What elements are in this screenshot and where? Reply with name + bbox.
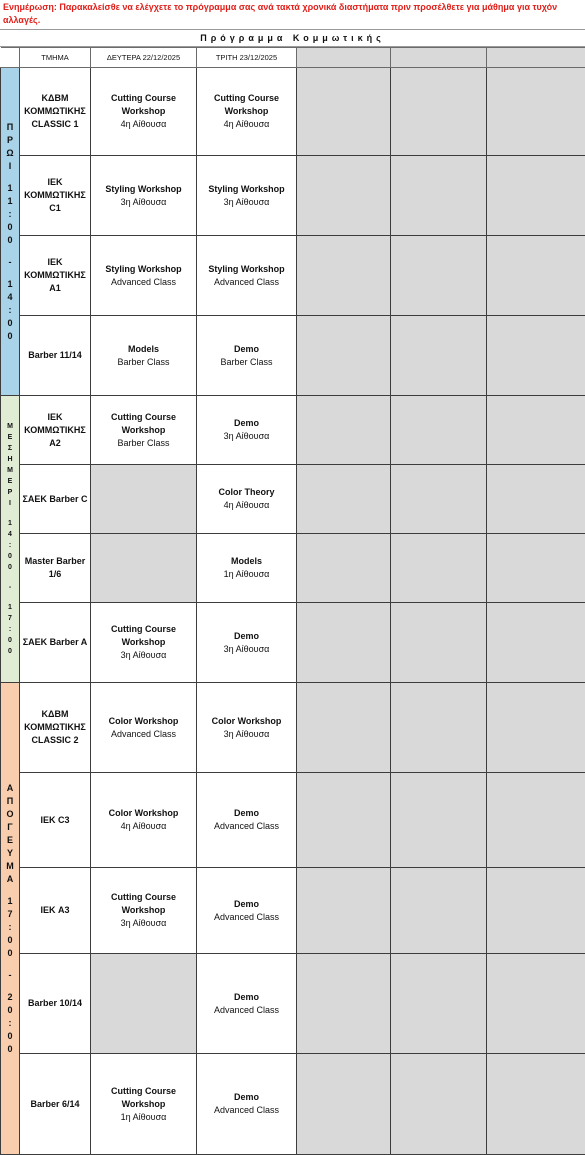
empty-cell (297, 954, 391, 1054)
class-room: 4η Αίθουσα (93, 118, 194, 131)
class-cell (197, 534, 297, 603)
header-row (1, 48, 585, 68)
period-char: : (1, 208, 19, 221)
empty-cell (297, 534, 391, 603)
empty-cell (391, 603, 487, 683)
empty-cell (391, 465, 487, 534)
dept-cell: ΙΕΚ A3 (20, 868, 91, 954)
empty-cell (297, 156, 391, 236)
empty-cell (391, 316, 487, 396)
empty-cell (487, 236, 585, 316)
empty-cell (391, 396, 487, 465)
period-char: : (1, 1017, 19, 1030)
class-room: Advanced Class (199, 276, 294, 289)
period-char (1, 982, 19, 991)
period-char: 0 (1, 330, 19, 343)
period-morning (1, 68, 20, 396)
table-row (1, 603, 585, 683)
class-cell (91, 683, 197, 773)
empty-cell (487, 773, 585, 868)
period-char: Μ (1, 860, 19, 873)
class-title: Cutting Course Workshop (199, 92, 294, 118)
class-title: Cutting Course Workshop (93, 1085, 194, 1111)
period-char (1, 247, 19, 256)
table-row (1, 316, 585, 396)
class-room: 4η Αίθουσα (199, 118, 294, 131)
empty-cell (297, 603, 391, 683)
period-char: 0 (1, 934, 19, 947)
period-char: 7 (1, 613, 19, 624)
empty-cell (391, 236, 487, 316)
period-char: 1 (1, 602, 19, 613)
period-char: - (1, 256, 19, 269)
empty-cell (91, 954, 197, 1054)
class-cell (91, 68, 197, 156)
table-row (1, 683, 585, 773)
period-char: : (1, 540, 19, 551)
dept-cell: ΣΑΕΚ Barber C (20, 465, 91, 534)
class-title: Styling Workshop (199, 183, 294, 196)
class-cell (197, 316, 297, 396)
empty-cell (391, 534, 487, 603)
empty-cell (297, 396, 391, 465)
header-day2: ΤΡΙΤΗ 23/12/2025 (197, 48, 297, 68)
class-title: Demo (199, 898, 294, 911)
period-char: 1 (1, 195, 19, 208)
period-char: Ρ (1, 487, 19, 498)
dept-cell: Master Barber 1/6 (20, 534, 91, 603)
update-notice: Ενημέρωση: Παρακαλείσθε να ελέγχετε το πρόγραμμα σας ανά τακτά χρονικά διαστήματα πριν προσέλθετε για μάθημα για τυχόν αλλαγές. (0, 0, 585, 29)
table-row (1, 773, 585, 868)
empty-cell (91, 465, 197, 534)
period-char (1, 173, 19, 182)
class-title: Demo (199, 991, 294, 1004)
class-title: Cutting Course Workshop (93, 623, 194, 649)
header-empty-col (297, 48, 391, 68)
period-char: 0 (1, 1004, 19, 1017)
class-title: Styling Workshop (93, 183, 194, 196)
period-char: 0 (1, 1030, 19, 1043)
period-char: - (1, 969, 19, 982)
period-char: 7 (1, 908, 19, 921)
class-title: Demo (199, 630, 294, 643)
class-cell (197, 773, 297, 868)
empty-cell (297, 316, 391, 396)
class-room: 3η Αίθουσα (93, 196, 194, 209)
class-title: Models (199, 555, 294, 568)
class-room: 3η Αίθουσα (199, 196, 294, 209)
period-char: - (1, 582, 19, 593)
schedule-table (0, 47, 585, 1155)
table-row (1, 465, 585, 534)
class-cell (197, 868, 297, 954)
empty-cell (391, 156, 487, 236)
class-room: 3η Αίθουσα (199, 643, 294, 656)
class-cell (91, 868, 197, 954)
class-title: Color Workshop (93, 807, 194, 820)
empty-cell (297, 236, 391, 316)
class-room: 1η Αίθουσα (199, 568, 294, 581)
table-row (1, 156, 585, 236)
period-char: Υ (1, 847, 19, 860)
schedule-title: Πρόγραμμα Κομμωτικής (0, 29, 585, 47)
empty-cell (391, 683, 487, 773)
class-title: Demo (199, 807, 294, 820)
class-room: Advanced Class (199, 911, 294, 924)
empty-cell (487, 868, 585, 954)
period-char (1, 269, 19, 278)
period-char: Ω (1, 147, 19, 160)
class-cell (91, 156, 197, 236)
class-room: 3η Αίθουσα (93, 917, 194, 930)
period-char: Π (1, 121, 19, 134)
period-char: Γ (1, 821, 19, 834)
table-row (1, 1054, 585, 1155)
period-char: Π (1, 795, 19, 808)
empty-cell (391, 1054, 487, 1155)
empty-cell (487, 954, 585, 1054)
empty-cell (297, 68, 391, 156)
empty-cell (487, 396, 585, 465)
period-char: Ε (1, 432, 19, 443)
class-room: 1η Αίθουσα (93, 1111, 194, 1124)
class-cell (91, 1054, 197, 1155)
period-char: Ι (1, 160, 19, 173)
class-cell (197, 396, 297, 465)
empty-cell (487, 316, 585, 396)
header-day1: ΔΕΥΤΕΡΑ 22/12/2025 (91, 48, 197, 68)
header-dept: ΤΜΗΜΑ (20, 48, 91, 68)
period-char: 1 (1, 895, 19, 908)
header-empty-col (391, 48, 487, 68)
class-title: Cutting Course Workshop (93, 92, 194, 118)
class-cell (91, 236, 197, 316)
class-cell (91, 396, 197, 465)
period-char: Ρ (1, 134, 19, 147)
class-title: Color Workshop (199, 715, 294, 728)
empty-cell (487, 603, 585, 683)
class-cell (197, 156, 297, 236)
period-char: 1 (1, 518, 19, 529)
table-row (1, 68, 585, 156)
empty-cell (391, 954, 487, 1054)
period-char: : (1, 624, 19, 635)
period-char: 2 (1, 991, 19, 1004)
class-cell (91, 603, 197, 683)
class-room: Advanced Class (199, 820, 294, 833)
class-room: Advanced Class (93, 276, 194, 289)
class-title: Color Workshop (93, 715, 194, 728)
class-cell (197, 465, 297, 534)
header-corner (1, 48, 20, 68)
period-char: Α (1, 782, 19, 795)
empty-cell (391, 868, 487, 954)
dept-cell: ΚΔΒΜ ΚΟΜΜΩΤΙΚΗΣ CLASSIC 1 (20, 68, 91, 156)
period-char: 0 (1, 646, 19, 657)
empty-cell (297, 868, 391, 954)
class-title: Models (93, 343, 194, 356)
period-char (1, 509, 19, 518)
period-char: 0 (1, 947, 19, 960)
class-cell (91, 773, 197, 868)
period-char (1, 573, 19, 582)
period-noon (1, 396, 20, 683)
period-char: Ε (1, 834, 19, 847)
period-evening (1, 683, 20, 1155)
empty-cell (91, 534, 197, 603)
class-room: 4η Αίθουσα (93, 820, 194, 833)
class-cell (197, 1054, 297, 1155)
empty-cell (487, 1054, 585, 1155)
class-title: Cutting Course Workshop (93, 411, 194, 437)
period-char: 0 (1, 317, 19, 330)
period-char: 0 (1, 562, 19, 573)
table-row (1, 396, 585, 465)
period-char: Σ (1, 443, 19, 454)
period-char: Α (1, 873, 19, 886)
header-empty-col (487, 48, 585, 68)
period-char: 4 (1, 529, 19, 540)
class-cell (197, 683, 297, 773)
empty-cell (487, 534, 585, 603)
empty-cell (487, 68, 585, 156)
table-row (1, 236, 585, 316)
dept-cell: Barber 11/14 (20, 316, 91, 396)
class-title: Color Theory (199, 486, 294, 499)
dept-cell: ΙΕΚ ΚΟΜΜΩΤΙΚΗΣ C1 (20, 156, 91, 236)
class-title: Demo (199, 343, 294, 356)
period-char: 0 (1, 234, 19, 247)
class-title: Styling Workshop (93, 263, 194, 276)
period-char (1, 886, 19, 895)
period-char: 0 (1, 221, 19, 234)
dept-cell: Barber 10/14 (20, 954, 91, 1054)
class-room: Advanced Class (199, 1004, 294, 1017)
class-room: 3η Αίθουσα (199, 728, 294, 741)
class-room: 4η Αίθουσα (199, 499, 294, 512)
period-char: 0 (1, 1043, 19, 1056)
period-char: : (1, 304, 19, 317)
empty-cell (297, 683, 391, 773)
empty-cell (297, 465, 391, 534)
dept-cell: ΚΔΒΜ ΚΟΜΜΩΤΙΚΗΣ CLASSIC 2 (20, 683, 91, 773)
period-char: 0 (1, 551, 19, 562)
empty-cell (391, 68, 487, 156)
class-cell (197, 68, 297, 156)
period-char: 0 (1, 635, 19, 646)
class-room: Barber Class (93, 437, 194, 450)
period-char: 4 (1, 291, 19, 304)
dept-cell: ΙΕΚ C3 (20, 773, 91, 868)
empty-cell (487, 683, 585, 773)
period-char: Μ (1, 421, 19, 432)
dept-cell: ΙΕΚ ΚΟΜΜΩΤΙΚΗΣ Α2 (20, 396, 91, 465)
period-char: : (1, 921, 19, 934)
period-char: 1 (1, 182, 19, 195)
dept-cell: Barber 6/14 (20, 1054, 91, 1155)
class-cell (197, 954, 297, 1054)
class-room: Barber Class (199, 356, 294, 369)
empty-cell (487, 156, 585, 236)
class-room: 3η Αίθουσα (93, 649, 194, 662)
class-cell (91, 316, 197, 396)
table-row (1, 868, 585, 954)
period-char: Η (1, 454, 19, 465)
class-title: Cutting Course Workshop (93, 891, 194, 917)
table-row (1, 954, 585, 1054)
class-room: Advanced Class (93, 728, 194, 741)
empty-cell (297, 773, 391, 868)
class-room: Advanced Class (199, 1104, 294, 1117)
class-title: Demo (199, 417, 294, 430)
class-room: Barber Class (93, 356, 194, 369)
dept-cell: ΙΕΚ ΚΟΜΜΩΤΙΚΗΣ A1 (20, 236, 91, 316)
table-row (1, 534, 585, 603)
class-cell (197, 236, 297, 316)
class-title: Styling Workshop (199, 263, 294, 276)
period-char: Ε (1, 476, 19, 487)
empty-cell (391, 773, 487, 868)
period-char (1, 593, 19, 602)
period-char: 1 (1, 278, 19, 291)
period-char: Ι (1, 498, 19, 509)
empty-cell (297, 1054, 391, 1155)
class-cell (197, 603, 297, 683)
class-title: Demo (199, 1091, 294, 1104)
period-char: Μ (1, 465, 19, 476)
empty-cell (487, 465, 585, 534)
dept-cell: ΣΑΕΚ Barber A (20, 603, 91, 683)
class-room: 3η Αίθουσα (199, 430, 294, 443)
period-char (1, 960, 19, 969)
period-char: Ο (1, 808, 19, 821)
